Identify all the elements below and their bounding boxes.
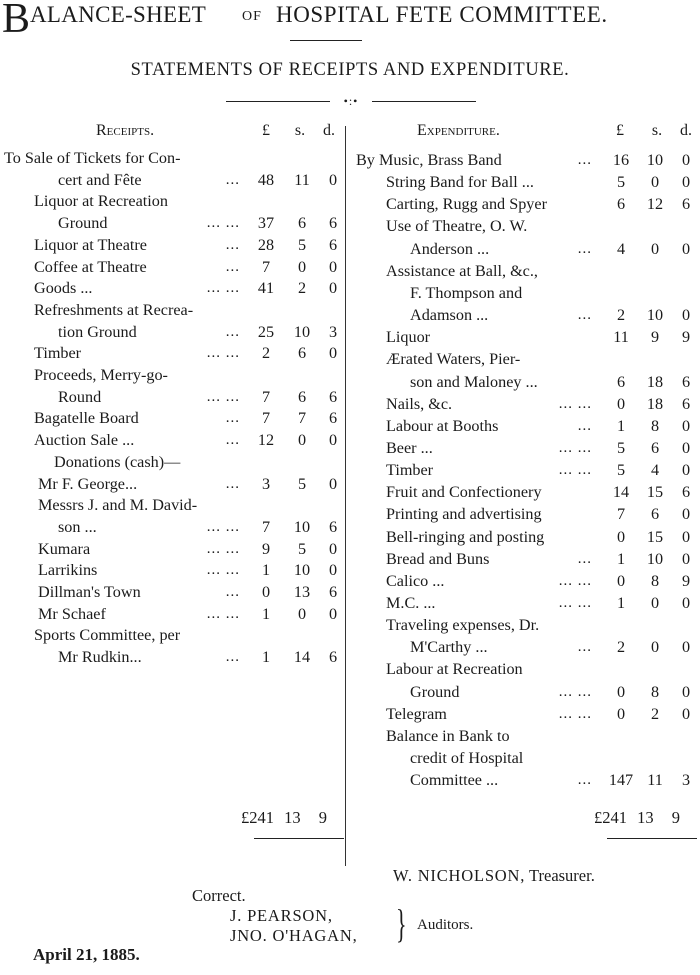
- receipts-leader-dots: ...: [225, 584, 240, 600]
- expenditure-amount-pounds: 0: [616, 394, 626, 413]
- receipts-amount-pounds: 7: [261, 517, 271, 536]
- receipts-amount-pence: 6: [328, 235, 338, 254]
- receipts-amount-pounds: 7: [261, 387, 271, 406]
- expenditure-item-text: Labour at Recreation: [386, 660, 523, 679]
- expenditure-total-pence: 9: [671, 808, 680, 827]
- receipts-amount-shillings: 10: [293, 561, 311, 580]
- expenditure-amount-shillings: 15: [646, 527, 664, 546]
- expenditure-amount-pounds: 1: [616, 549, 626, 568]
- expenditure-amount-pence: 6: [681, 483, 691, 502]
- receipts-total-rule: [254, 838, 344, 839]
- expenditure-item-text: Printing and advertising: [386, 505, 542, 524]
- expenditure-item-text: String Band for Ball ...: [386, 173, 534, 192]
- expenditure-amount-pounds: 1: [616, 594, 626, 612]
- expenditure-amount-shillings: 0: [650, 239, 660, 258]
- expenditure-amount-shillings: 18: [646, 372, 664, 391]
- receipts-amount-pounds: 9: [261, 539, 271, 558]
- receipts-leader-dots: ... ...: [206, 518, 240, 535]
- title-rule: [290, 40, 362, 41]
- treasurer-name: W. NICHOLSON,: [393, 866, 526, 885]
- expenditure-leader-dots: ...: [577, 417, 592, 434]
- receipts-item-text: Mr Rudkin...: [58, 648, 142, 667]
- receipts-amount-pence: 6: [328, 387, 338, 406]
- document-date: April 21, 1885.: [33, 945, 140, 964]
- expenditure-amount-pounds: 6: [616, 372, 626, 391]
- receipts-amount-pence: 6: [328, 648, 338, 667]
- expenditure-amount-pounds: 11: [613, 328, 629, 347]
- receipts-unit-pence: d.: [323, 122, 335, 139]
- receipts-total-pence: 9: [318, 808, 327, 827]
- receipts-amount-pounds: 7: [261, 409, 271, 428]
- expenditure-leader-dots: ...: [577, 240, 592, 257]
- expenditure-amount-shillings: 10: [646, 549, 664, 568]
- receipts-total-pounds: £241: [241, 808, 274, 827]
- receipts-amount-pence: 0: [328, 279, 338, 298]
- receipts-item-text: Ground: [58, 214, 108, 233]
- receipts-amount-shillings: 7: [297, 409, 307, 428]
- receipts-item-text: Liquor at Recreation: [34, 192, 168, 211]
- expenditure-leader-dots: ...: [577, 639, 592, 656]
- expenditure-amount-pounds: 4: [616, 239, 626, 258]
- expenditure-amount-pounds: 7: [616, 505, 626, 524]
- receipts-amount-pence: 6: [328, 517, 338, 536]
- expenditure-item-text: Assistance at Ball, &c.,: [386, 261, 538, 280]
- receipts-leader-dots: ...: [225, 236, 240, 253]
- receipts-unit-pounds: £: [262, 122, 270, 139]
- expenditure-amount-shillings: 15: [646, 483, 664, 502]
- expenditure-amount-pounds: 6: [616, 195, 626, 214]
- expenditure-item-text: Committee ...: [410, 771, 499, 790]
- treasurer-title: Treasurer.: [529, 866, 595, 885]
- receipts-item-text: Timber: [34, 344, 82, 363]
- receipts-amount-pence: 0: [328, 344, 338, 363]
- receipts-amount-shillings: 6: [297, 214, 307, 233]
- receipts-item-text: son ...: [58, 517, 97, 536]
- expenditure-amount-shillings: 10: [646, 306, 664, 325]
- expenditure-leader-dots: ... ...: [558, 572, 592, 589]
- receipts-amount-pence: 6: [328, 409, 338, 428]
- auditor-ohagan: JNO. O'HAGAN,: [230, 926, 358, 945]
- ornament-glyph: •:•: [343, 94, 359, 108]
- auditors-label: Auditors.: [417, 917, 474, 933]
- treasurer-signature: [393, 866, 595, 886]
- receipts-amount-pounds: 1: [261, 561, 271, 580]
- receipts-total-shillings: 13: [284, 808, 301, 827]
- expenditure-amount-pence: 6: [681, 195, 691, 214]
- receipts-amount-shillings: 13: [293, 583, 311, 601]
- expenditure-amount-shillings: 8: [650, 571, 660, 590]
- receipts-leader-dots: ...: [225, 171, 240, 188]
- receipts-amount-pence: 0: [328, 431, 338, 450]
- expenditure-leader-dots: ...: [577, 152, 592, 168]
- receipts-amount-shillings: 6: [297, 387, 307, 406]
- receipts-item-text: Auction Sale ...: [34, 431, 135, 450]
- expenditure-amount-shillings: 4: [650, 461, 660, 480]
- expenditure-amount-shillings: 8: [650, 416, 660, 435]
- expenditure-amount-pence: 6: [681, 394, 691, 413]
- expenditure-item-text: Carting, Rugg and Spyer: [386, 195, 547, 214]
- expenditure-amount-shillings: 11: [647, 771, 663, 790]
- receipts-amount-pounds: 0: [261, 583, 271, 601]
- expenditure-amount-pounds: 2: [616, 306, 626, 325]
- expenditure-item-text: Traveling expenses, Dr.: [386, 616, 540, 635]
- expenditure-amount-pence: 0: [681, 438, 691, 457]
- expenditure-heading: Expenditure.: [417, 122, 500, 139]
- expenditure-leader-dots: ... ...: [558, 462, 592, 479]
- expenditure-amount-shillings: 0: [650, 173, 660, 192]
- expenditure-amount-pounds: 0: [616, 682, 626, 701]
- receipts-unit-shillings: s.: [294, 122, 306, 139]
- receipts-leader-dots: ... ...: [206, 605, 240, 622]
- expenditure-amount-pence: 0: [681, 239, 691, 258]
- expenditure-unit-shillings: s.: [651, 122, 663, 139]
- title-balance-sheet: ALANCE-SHEET: [30, 2, 207, 27]
- expenditure-leader-dots: ...: [577, 307, 592, 324]
- expenditure-amount-pence: 0: [681, 151, 691, 169]
- receipts-item-text: Messrs J. and M. David-: [38, 496, 198, 515]
- receipts-amount-pence: 0: [328, 561, 338, 580]
- auditors-brace: }: [396, 901, 407, 946]
- expenditure-amount-pence: 0: [681, 704, 691, 723]
- expenditure-amount-pence: 3: [681, 771, 691, 790]
- expenditure-amount-shillings: 8: [650, 682, 660, 701]
- expenditure-amount-shillings: 6: [650, 438, 660, 457]
- expenditure-leader-dots: ...: [577, 550, 592, 567]
- title-of: OF: [242, 9, 262, 24]
- receipts-amount-shillings: 10: [293, 322, 311, 341]
- receipts-total: [241, 808, 327, 828]
- expenditure-leader-dots: ... ...: [558, 683, 592, 700]
- receipts-amount-shillings: 5: [297, 235, 307, 254]
- expenditure-amount-pence: 0: [681, 638, 691, 657]
- receipts-amount-shillings: 5: [297, 474, 307, 493]
- expenditure-leader-dots: ...: [577, 772, 592, 789]
- expenditure-amount-pounds: 0: [616, 704, 626, 723]
- receipts-amount-pence: 6: [328, 214, 338, 233]
- receipts-amount-pounds: 1: [261, 604, 271, 623]
- expenditure-item-text: M.C. ...: [386, 594, 436, 612]
- receipts-item-text: tion Ground: [58, 322, 137, 341]
- expenditure-item-text: son and Maloney ...: [410, 372, 538, 391]
- expenditure-item-text: Liquor: [386, 328, 431, 347]
- expenditure-amount-pounds: 16: [612, 151, 630, 169]
- expenditure-item-text: Anderson ...: [410, 239, 490, 258]
- receipts-item-text: Bagatelle Board: [34, 409, 139, 428]
- receipts-amount-pounds: 48: [257, 170, 275, 189]
- title-drop-cap: B: [2, 0, 31, 42]
- expenditure-total-shillings: 13: [637, 808, 654, 827]
- expenditure-amount-pence: 0: [681, 416, 691, 435]
- expenditure-amount-shillings: 6: [650, 505, 660, 524]
- receipts-amount-pounds: 2: [261, 344, 271, 363]
- expenditure-amount-shillings: 9: [650, 328, 660, 347]
- receipts-item-text: Liquor at Theatre: [34, 235, 147, 254]
- expenditure-item-text: Telegram: [386, 704, 447, 723]
- receipts-leader-dots: ...: [225, 410, 240, 427]
- receipts-amount-pence: 0: [328, 170, 338, 189]
- expenditure-amount-shillings: 2: [650, 704, 660, 723]
- expenditure-item-text: Adamson ...: [410, 306, 489, 325]
- receipts-amount-pounds: 12: [257, 431, 275, 450]
- receipts-amount-pounds: 41: [257, 279, 275, 298]
- expenditure-amount-shillings: 0: [650, 638, 660, 657]
- expenditure-amount-pounds: 5: [616, 461, 626, 480]
- expenditure-item-text: M'Carthy ...: [410, 638, 488, 657]
- receipts-leader-dots: ...: [225, 432, 240, 449]
- receipts-amount-pounds: 1: [261, 648, 271, 667]
- expenditure-amount-pence: 0: [681, 461, 691, 480]
- expenditure-amount-pence: 9: [681, 571, 691, 590]
- expenditure-total-pounds: £241: [594, 808, 627, 827]
- receipts-amount-shillings: 11: [294, 170, 310, 189]
- expenditure-item-text: F. Thompson and: [410, 283, 523, 302]
- receipts-amount-pence: 6: [328, 583, 338, 601]
- receipts-amount-pence: 0: [328, 604, 338, 623]
- expenditure-leader-dots: ... ...: [558, 595, 592, 611]
- receipts-item-text: Sports Committee, per: [34, 626, 181, 645]
- receipts-amount-shillings: 6: [297, 344, 307, 363]
- receipts-item-text: Dillman's Town: [38, 583, 141, 601]
- receipts-leader-dots: ... ...: [206, 215, 240, 232]
- expenditure-item-text: Calico ...: [386, 571, 445, 590]
- receipts-amount-shillings: 14: [293, 648, 311, 667]
- receipts-leader-dots: ... ...: [206, 562, 240, 579]
- receipts-amount-shillings: 2: [297, 279, 307, 298]
- receipts-amount-shillings: 0: [297, 604, 307, 623]
- expenditure-leader-dots: ... ...: [558, 439, 592, 456]
- expenditure-item-text: Ground: [410, 682, 460, 701]
- expenditure-item-text: Ærated Waters, Pier-: [386, 350, 521, 369]
- expenditure-item-text: Bell-ringing and posting: [386, 527, 545, 546]
- expenditure-amount-pence: 0: [681, 505, 691, 524]
- expenditure-item-text: Use of Theatre, O. W.: [386, 217, 528, 236]
- expenditure-amount-pounds: 147: [608, 771, 634, 790]
- receipts-amount-pence: 0: [328, 257, 338, 276]
- receipts-leader-dots: ... ...: [206, 388, 240, 405]
- receipts-leader-dots: ... ...: [206, 540, 240, 557]
- receipts-item-text: To Sale of Tickets for Con-: [4, 149, 181, 167]
- receipts-amount-pence: 0: [328, 539, 338, 558]
- title-hospital-fete-committee: HOSPITAL FETE COMMITTEE.: [276, 2, 608, 27]
- receipts-leader-dots: ...: [225, 475, 240, 492]
- expenditure-item-text: Nails, &c.: [386, 394, 453, 413]
- receipts-amount-pence: 3: [328, 322, 338, 341]
- receipts-item-text: Goods ...: [34, 279, 93, 298]
- expenditure-unit-pence: d.: [680, 122, 692, 139]
- receipts-item-text: Mr F. George...: [38, 474, 138, 493]
- receipts-leader-dots: ... ...: [206, 280, 240, 297]
- expenditure-item-text: Timber: [386, 461, 434, 480]
- expenditure-item-text: credit of Hospital: [410, 749, 524, 768]
- subtitle: STATEMENTS OF RECEIPTS AND EXPENDITURE.: [130, 60, 570, 80]
- expenditure-amount-pence: 9: [681, 328, 691, 347]
- expenditure-total: [594, 808, 680, 828]
- receipts-item-text: Coffee at Theatre: [34, 257, 147, 276]
- receipts-amount-pounds: 28: [257, 235, 275, 254]
- receipts-item-text: Refreshments at Recrea-: [34, 300, 194, 319]
- receipts-item-text: Kumara: [38, 539, 91, 558]
- correct-label: Correct.: [192, 886, 246, 905]
- expenditure-amount-shillings: 12: [646, 195, 664, 214]
- receipts-amount-pounds: 7: [261, 257, 271, 276]
- expenditure-item-text: Fruit and Confectionery: [386, 483, 542, 502]
- auditor-pearson: J. PEARSON,: [230, 906, 333, 925]
- expenditure-unit-pounds: £: [616, 122, 624, 139]
- expenditure-leader-dots: ... ...: [558, 705, 592, 722]
- receipts-amount-shillings: 10: [293, 517, 311, 536]
- expenditure-item-text: Labour at Booths: [386, 416, 499, 435]
- receipts-leader-dots: ...: [225, 649, 240, 666]
- expenditure-leader-dots: ... ...: [558, 395, 592, 412]
- receipts-item-text: Proceeds, Merry-go-: [34, 366, 168, 384]
- receipts-leader-dots: ... ...: [206, 345, 240, 362]
- expenditure-amount-pounds: 1: [616, 416, 626, 435]
- expenditure-amount-pence: 0: [681, 527, 691, 546]
- expenditure-amount-pence: 0: [681, 594, 691, 612]
- expenditure-amount-pence: 0: [681, 306, 691, 325]
- expenditure-amount-pounds: 5: [616, 173, 626, 192]
- expenditure-amount-pounds: 0: [616, 571, 626, 590]
- receipts-item-text: Round: [58, 387, 102, 406]
- receipts-amount-shillings: 0: [297, 431, 307, 450]
- receipts-leader-dots: ...: [225, 323, 240, 340]
- receipts-amount-shillings: 5: [297, 539, 307, 558]
- receipts-item-text: Larrikins: [38, 561, 98, 580]
- expenditure-amount-pounds: 0: [616, 527, 626, 546]
- receipts-heading: Receipts.: [96, 122, 155, 139]
- expenditure-item-text: By Music, Brass Band: [356, 151, 502, 169]
- expenditure-amount-shillings: 18: [646, 394, 664, 413]
- ornamental-divider: [226, 93, 476, 111]
- expenditure-amount-pounds: 14: [612, 483, 630, 502]
- expenditure-item-text: Beer ...: [386, 438, 433, 457]
- expenditure-amount-shillings: 0: [650, 594, 660, 612]
- expenditure-amount-shillings: 10: [646, 151, 664, 169]
- expenditure-total-rule: [607, 838, 697, 839]
- expenditure-amount-pence: 0: [681, 173, 691, 192]
- expenditure-amount-pence: 6: [681, 372, 691, 391]
- receipts-amount-pounds: 3: [261, 474, 271, 493]
- expenditure-item-text: Balance in Bank to: [386, 726, 510, 745]
- expenditure-amount-pence: 0: [681, 549, 691, 568]
- expenditure-amount-pounds: 5: [616, 438, 626, 457]
- receipts-item-text: cert and Fête: [58, 170, 142, 189]
- receipts-leader-dots: ...: [225, 258, 240, 275]
- expenditure-amount-pounds: 2: [616, 638, 626, 657]
- receipts-amount-shillings: 0: [297, 257, 307, 276]
- receipts-amount-pounds: 25: [257, 322, 275, 341]
- expenditure-item-text: Bread and Buns: [386, 549, 490, 568]
- expenditure-amount-pence: 0: [681, 682, 691, 701]
- receipts-amount-pounds: 37: [257, 214, 275, 233]
- receipts-item-text: Donations (cash)—: [54, 452, 181, 471]
- receipts-item-text: Mr Schaef: [38, 604, 106, 623]
- receipts-amount-pence: 0: [328, 474, 338, 493]
